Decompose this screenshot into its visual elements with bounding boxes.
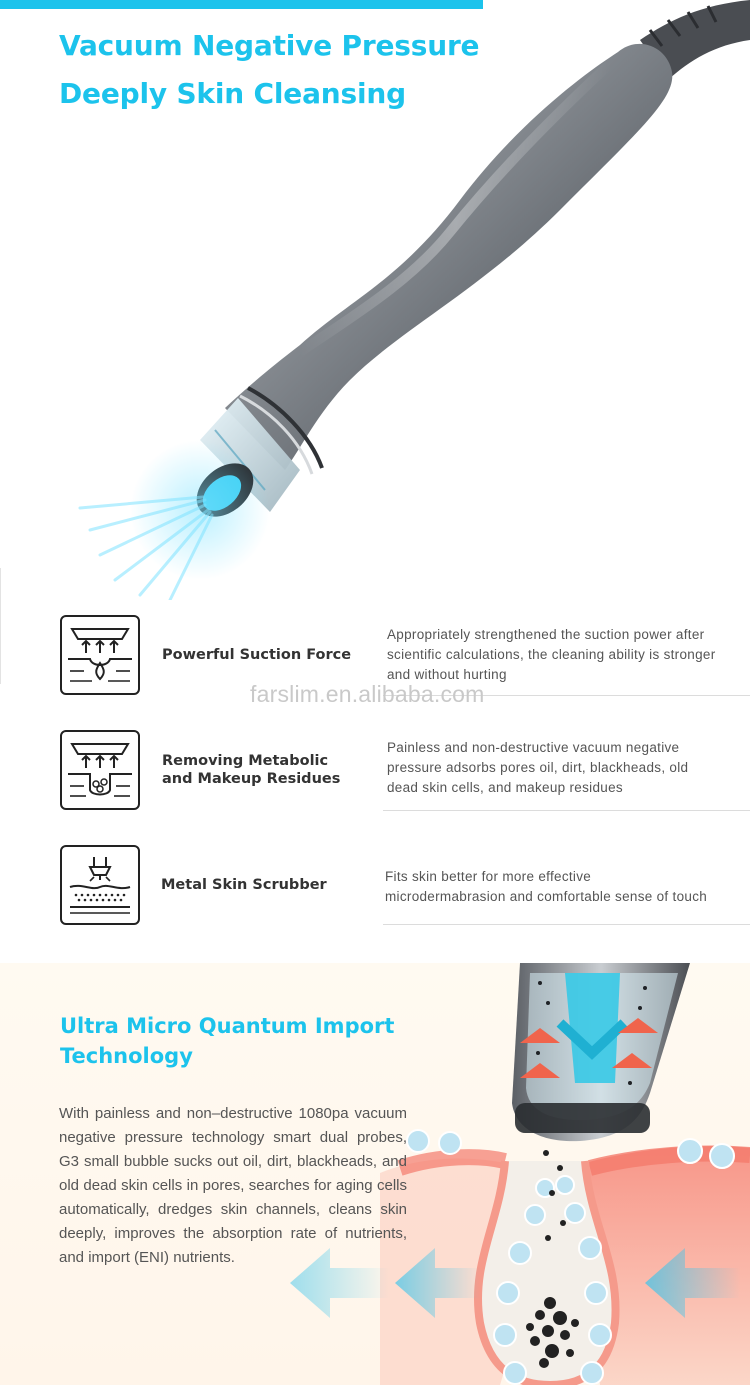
hero-title-line-1: Vacuum Negative Pressure [59,29,480,62]
hero-title [59,22,479,118]
feature-title-scrubber: Metal Skin Scrubber [161,877,327,893]
quantum-title-line-2: Technology [60,1044,193,1068]
feature-desc-scrubber: Fits skin better for more effective microdermabrasion and comfortable sense of touch [385,869,708,904]
divider [383,810,750,811]
feature-desc-suction: Appropriately strengthened the suction power after scientific calculations, the cleaning ability is stronger and without hurting [387,627,716,682]
quantum-title [60,1011,394,1071]
watermark: farslim.en.alibaba.com [250,681,485,707]
quantum-description: With painless and non–destructive 1080pa vacuum negative pressure technology smart dual probes, G3 small bubble sucks out oil, dirt, blackheads, and old dead skin cells in pores, searches for aging cells automatically, dredges skin channels, cleans skin deeply, improves the absorption rate of nutrients, and import (ENI) nutrients. [59,1105,407,1266]
skin-scrubber-icon [60,845,140,925]
residue-removal-icon [60,730,140,810]
feature-desc-residues: Painless and non-destructive vacuum negative pressure adsorbs pores oil, dirt, blackheads, old dead skin cells, and makeup residues [387,740,689,795]
hero-title-line-2: Deeply Skin Cleansing [59,77,406,110]
quantum-import-section [0,963,750,1385]
feature-title-suction: Powerful Suction Force [162,647,352,663]
divider [383,924,750,925]
divider [0,568,1,684]
feature-title-residues: Removing Metabolic and Makeup Residues [162,753,341,787]
suction-force-icon [60,615,140,695]
quantum-title-line-1: Ultra Micro Quantum Import [60,1014,395,1038]
